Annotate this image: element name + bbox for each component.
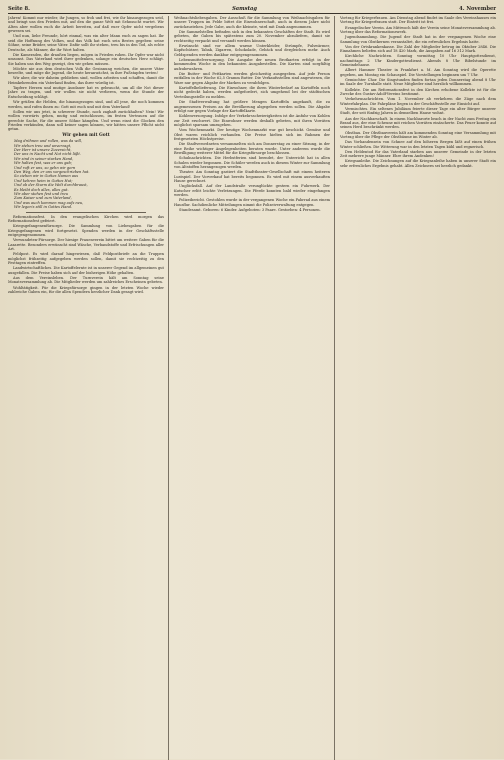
poem-line: Es bleibt doch alles, alles gut.: [14, 187, 69, 192]
col3-para: Obstbau. Der Obstbauverein hält am kommenden Sonntag eine Versammlung mit Vortrag über die Pflege der Obstbäume im Winter ab.: [340, 130, 496, 139]
col1-para: Jahren! Kommt nur wieder, ihr Jungen, so froh und frei, wie ihr hinausgezogen seid, und bringt uns den Frieden mit, auf den die ganze Welt mit Sehnsucht wartet. Wir Alten aber wollen euch die Arbeit bereiten, auf daß euer Opfer nicht vergebens gewesen sei.: [8, 16, 164, 34]
poem-line: Mag dröhnen und rollen, was da will,: [14, 139, 83, 144]
col3-para: Von der Ortskrankenkasse. Die Zahl der Mitglieder betrug im Oktober 2846. Die Einnahmen beliefen sich auf 18 420 Mark, die Ausgaben auf 16 312 Mark.: [340, 44, 496, 54]
column-2: [174, 16, 335, 760]
col1-para: Wir grüßen die Helden, die hinausgezogen sind, und all jene, die noch kommen werden, und rufen ihnen zu: Gott mit euch und mit dem Vaterland!: [8, 100, 164, 109]
divider: [26, 212, 146, 213]
col1-para: Und nun, liebe Freunde, hört einmal, was ein alter Mann euch zu sagen hat. Ihr seid die Hoffnung des Volkes, und das Volk hat euch sein Bestes gegeben: seine Söhne, seine Brüder, seine Väter. Dafür sollt ihr stehen, treu bis in den Tod, als echte Deutsche, als Männer, die ihr Wort halten.: [8, 34, 164, 52]
col1-para: Wir aber, die wir daheim geblieben sind, wollen arbeiten und schaffen, damit die Heimkehrenden ein Vaterland finden, das ihrer würdig ist.: [8, 76, 164, 85]
col3-para: Aus der Nachbarschaft. In einem Nachbarorte brach in der Nacht zum Freitag ein Brand aus, der eine Scheune mit reichen Vorräten einäscherte. Das Feuer konnte auf seinen Herd beschränkt werden.: [340, 116, 496, 130]
col2-para: Vom Wochenmarkt. Der heutige Wochenmarkt war gut beschickt. Gemüse und Obst waren reichlich vorhanden. Die Preise hielten sich im Rahmen der festgesetzten Höchstpreise.: [174, 128, 330, 141]
col2-para: Die Stadtverordneten versammelten sich am Donnerstag zu einer Sitzung, in der eine Reihe wichtiger Angelegenheiten beraten wurde. Unter anderem wurde die Bewilligung weiterer Mittel für die Kriegsfürsorge beschlossen.: [174, 142, 330, 155]
col1-note: Reformationsfest. In den evangelischen Kirchen wird morgen das Reformationsfest gefeiert.: [8, 214, 164, 224]
poem-line: Wir legen's still in Gottes Hand.: [14, 205, 73, 210]
col3-para: Albert Hammer Theater in Frankfurt a. M. Am Sonntag wird die Operette gegeben, am Montag ein Schauspiel. Die Vorstellungen beginnen um 7 Uhr.: [340, 68, 496, 77]
poem-line: Der uns in Nacht und Not nicht läßt.: [14, 152, 81, 157]
col1-note: Verwundeten-Fürsorge. Der hiesige Frauenverein bittet um weitere Gaben für die Lazarette. Besonders erwünscht sind Wäsche, Verbandstoffe und Erfrischungen aller Art.: [8, 238, 164, 252]
col2-para: Die Sammelstellen befinden sich in den bekannten Geschäften der Stadt. Es wird gebeten, die Gaben bis spätestens zum 20. November abzuliefern, damit sie rechtzeitig verpackt und versandt werden können.: [174, 30, 330, 43]
column-1: [8, 16, 169, 760]
poem-title: Wir gehen mit Gott: [62, 132, 110, 138]
col2-para: Lebensmittelversorgung. Die Ausgabe der neuen Brotkarten erfolgt in der kommenden Woche in den bekannten Ausgabestellen. Die Karten sind sorgfältig aufzubewahren.: [174, 58, 330, 71]
col2-para: Standesamt. Geboren: 6 Kinder. Aufgeboten: 3 Paare. Gestorben: 4 Personen.: [179, 207, 321, 212]
columns: [8, 16, 496, 760]
col2-para: Schulnachrichten. Die Herbstferien sind beendet, der Unterricht hat in allen Schulen wieder begonnen. Die Schüler werden auch in diesem Winter zur Sammlung von Altstoffen herangezogen werden.: [174, 156, 330, 169]
col3-para: Kollekte. Die am Reformationsfest in den Kirchen erhobene Kollekte ist für die Zwecke des Gustav-Adolf-Vereins bestimmt.: [340, 87, 496, 97]
col3-para: Evangelischer Verein. Am Mittwoch hält der Verein seine Monatsversammlung ab. Vortrag über das Reformationswerk.: [340, 25, 496, 35]
poem: [8, 139, 164, 210]
col3-para: Verkehrsnachrichten. Vom 1. November ab verkehren die Züge nach dem Winterfahrplan. Die Fahrpläne liegen in der Geschäftsstelle zur Einsicht auf.: [340, 97, 496, 106]
col1-para: Sollen wir uns jetzt, in schwerer Stunde, noch zaghaft zurückhalten? Nein! Wir wollen vorwärts gehen, mutig und entschlossen, im festen Vertrauen auf die gerechte Sache, für die unsere Söhne kämpfen. Und wenn einst die Glocken den Frieden verkünden, dann soll keiner sagen können, wir hätten unsere Pflicht nicht getan.: [8, 109, 164, 132]
col2-para: Erwünscht sind vor allem warme Unterkleider, Strümpfe, Pulswärmer, Kopfschützer, Tabak, Zigarren, Schokolade, Gebäck und dergleichen mehr. Auch Geldspenden werden dankbar entgegengenommen.: [174, 44, 330, 57]
col3-para: Kriegsanleihe. Die Zeichnungen auf die Kriegsanleihe haben in unserer Stadt ein sehr erfreuliches Ergebnis gehabt. Allen Zeichnern sei herzlich gedankt.: [340, 159, 496, 168]
poem-line: Und was auch kommen mag aufs neu,: [14, 200, 84, 205]
col1-para: Tapfere Herzen und mutige Ausdauer hat es gebraucht, um all die Not dieser Jahre zu tragen, und wir wollen sie nicht verlieren, wenn die Stunde der Entscheidung schlägt.: [8, 86, 164, 99]
poem-line: Und ob der Sturm die Welt durchbraust,: [14, 183, 88, 188]
poem-line: Den Weg, den er uns vorgeschrieben hat.: [14, 169, 90, 174]
page-header: [8, 4, 496, 14]
poem-line: Und kehren heim in Gottes Hut;: [14, 178, 73, 183]
col3-para: Den Heldentod für das Vaterland starben aus unserer Gemeinde in der letzten Zeit mehrere junge Männer. Ehre ihrem Andenken!: [340, 149, 496, 159]
issue-date: 4. November: [459, 6, 496, 12]
col2-para: Weihnachtsliebesgaben. Der Ausschuß für die Sammlung von Weihnachtsgaben für unsere Truppen im Felde bittet die Einwohnerschaft, auch in diesem Jahre nicht zurückzustehen. Jede Gabe, auch die kleinste, wird mit Dank angenommen.: [174, 16, 330, 29]
col3-para: Jugendsammlung. Die Jugend der Stadt hat in der vergangenen Woche eine Sammlung von Obstkernen veranstaltet, die ein erfreuliches Ergebnis hatte.: [340, 35, 496, 44]
col2-para: Kohlenversorgung. Infolge der Verkehrsschwierigkeiten ist die Anfuhr von Kohlen zur Zeit erschwert. Die Einwohner werden deshalb gebeten, mit ihren Vorräten möglichst sparsam umzugehen.: [174, 114, 330, 127]
col2-para: Theater. Am Sonntag gastiert die Stadttheater-Gesellschaft mit einem heiteren Lustspiel. Der Vorverkauf hat bereits begonnen. Es wird mit einem ausverkauften Hause gerechnet.: [174, 170, 330, 183]
column-3: [340, 16, 496, 760]
col3-para: Das Vorhandensein von Schnee auf den höheren Bergen läßt auf einen frühen Winter schließen. Die Witterung war in den letzten Tagen kühl und regnerisch.: [340, 140, 496, 149]
col3-para: Vortrag für Kriegerfrauen. Am Dienstag abend findet im Saale des Vereinshauses ein Vortrag für Kriegerfrauen statt. Der Eintritt ist frei.: [340, 16, 496, 25]
col2-para: Kartoffelbelieferung. Die Einwohner, die ihren Winterbedarf an Kartoffeln noch nicht gedeckt haben, werden aufgefordert, sich umgehend bei der städtischen Verteilungsstelle zu melden.: [174, 86, 330, 99]
poem-line: Wir stehen treu und unverzagt,: [14, 143, 72, 148]
col1-para: Möchte nie aus dem deutschen Volk die Gesinnung weichen, die unsere Väter beseelte, und möge die Jugend, die heute heranwächst, in ihre Fußstapfen treten!: [8, 66, 164, 76]
poem-line: Zum Kaiser und zum Vaterland,: [14, 196, 72, 201]
col2-para: Unglücksfall. Auf der Landstraße verunglückte gestern ein Fuhrwerk. Der Kutscher erlitt leichte Verletzungen. Die Pferde konnten bald wieder eingefangen werden.: [174, 184, 330, 197]
poem-line: Der Herr ist unsere Zuversicht,: [14, 147, 72, 152]
poem-line: Wir aber stehen fest und treu: [14, 192, 68, 197]
col1-para: Die Kameraden, die draußen liegen, mögen in Frieden ruhen. Ihr Opfer war nicht umsonst. Das Vaterland wird ihrer gedenken, solange ein deutsches Herz schlägt. Sie haben uns den Weg gezeigt, den wir gehen müssen.: [8, 52, 164, 66]
col1-note: Landwirtschaftliches. Die Kartoffelernte ist in unserer Gegend im allgemeinen gut ausgefallen. Die Preise haben sich auf der bisherigen Höhe gehalten.: [8, 266, 164, 275]
poem-line: Und ruft er uns, so gehn wir gern: [14, 165, 76, 170]
col3-para: Kirchliche Nachrichten. Sonntag vormittag 10 Uhr Hauptgottesdienst, nachmittags 2 Uhr Kindergottesdienst. Abends 8 Uhr Bibelstunde im Gemeindehause.: [340, 54, 496, 68]
col1-note: Feldpost. Es wird darauf hingewiesen, daß Feldpostbriefe an die Truppen möglichst frühzeitig aufgegeben werden sollen, damit sie rechtzeitig zu den Festtagen eintreffen.: [8, 252, 164, 266]
col1-note: Wohltätigkeit. Für die Kriegsfürsorge gingen in der letzten Woche wieder zahlreiche Gaben ein, für die allen Spendern herzlicher Dank gesagt wird.: [8, 285, 164, 294]
col3-para: Vermischtes. Ein seltenes Jubiläum feierte dieser Tage ein alter Bürger unserer Stadt, der seit fünfzig Jahren in demselben Hause wohnt.: [340, 106, 496, 116]
col1-note: Aus dem Vereinsleben. Der Turnverein hält am Sonntag seine Monatsversammlung ab. Die Mitglieder werden um zahlreiches Erscheinen gebeten.: [8, 275, 164, 285]
poem-line: So ziehen wir in Gottes Namen aus: [14, 174, 79, 179]
col2-para: Polizeibericht. Gestohlen wurde in der vergangenen Woche ein Fahrrad aus einem Hausflur. Sachdienliche Mitteilungen nimmt die Polizeiverwaltung entgegen.: [174, 198, 330, 207]
poem-line: Wir sind in seiner starken Hand,: [14, 156, 74, 161]
poem-line: Wir halten fest, was er uns gab;: [14, 161, 73, 166]
page-number: Seite 8.: [8, 6, 30, 12]
col2-para: Die Butter- und Fettkarten werden gleichzeitig ausgegeben. Auf jede Person entfallen in der Woche 62,5 Gramm Butter. Die Verkaufsstellen sind angewiesen, die Ware nur gegen Abgabe der Marken zu verabfolgen.: [174, 72, 330, 85]
col1-note: Kriegsgefangenenfürsorge. Die Sammlung von Liebesgaben für die Kriegsgefangenen wird fortgesetzt. Spenden werden in der Geschäftsstelle entgegengenommen.: [8, 224, 164, 238]
col3-para: Gemischter Chor. Die Singstunden finden fortan jeden Donnerstag abend 8 Uhr im Saale der Turnhalle statt. Neue Mitglieder sind herzlich willkommen.: [340, 78, 496, 87]
day-label: Samstag: [232, 6, 257, 12]
col2-para: Die Stadtverwaltung hat größere Mengen Kartoffeln angekauft, die zu angemessenen Preisen an die Bevölkerung abgegeben werden sollen. Die Abgabe erfolgt nur gegen Vorlage der Kartoffelkarte.: [174, 100, 330, 113]
